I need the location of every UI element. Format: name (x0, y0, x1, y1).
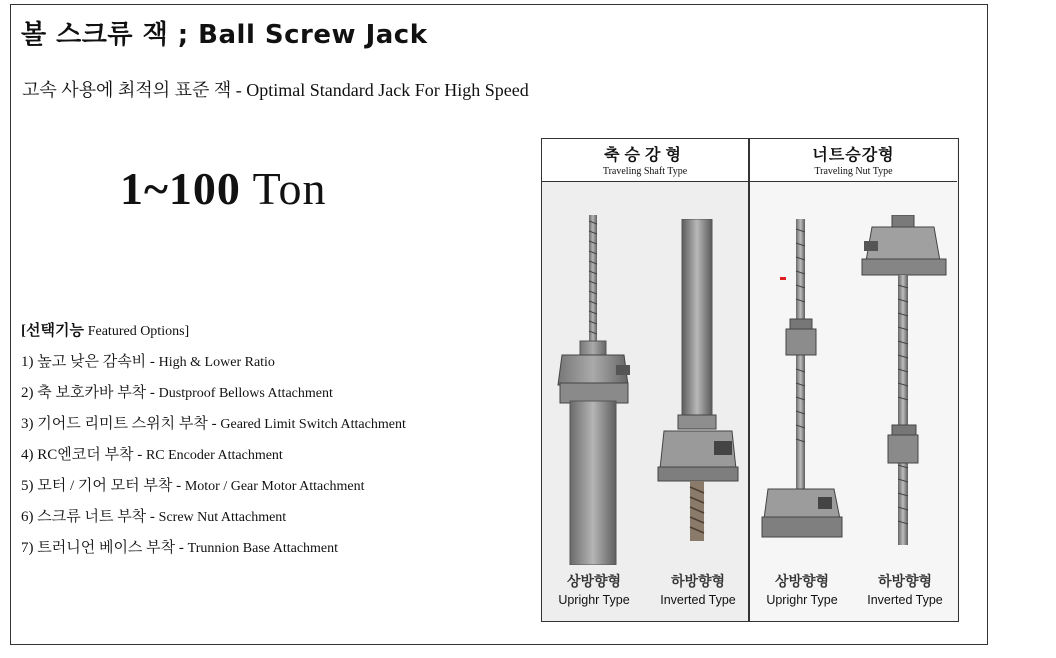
traveling-shaft-title-ko: 축승강형 (604, 145, 686, 164)
shaft-inverted-jack-image (656, 219, 740, 549)
options-heading-ko: [선택기능 (21, 323, 84, 339)
traveling-nut-title-en: Traveling Nut Type (814, 166, 893, 177)
traveling-nut-header (750, 139, 957, 182)
traveling-nut-column (750, 139, 957, 621)
nut-inverted-jack-image (860, 215, 948, 555)
traveling-shaft-column (542, 139, 750, 621)
traveling-shaft-title-en: Traveling Shaft Type (602, 166, 688, 177)
page-subtitle: 고속 사용에 최적의 표준 잭 - Optimal Standard Jack For High Speed (22, 80, 529, 100)
shaft-inverted-caption: 하방향형 Inverted Type (660, 574, 736, 607)
shaft-upright-caption: 상방향형 Uprighr Type (558, 574, 630, 607)
shaft-upright-jack-image (556, 215, 632, 565)
option-item: 7) 트러니언 베이스 부착 - Trunnion Base Attachment (21, 540, 339, 556)
capacity-unit: Ton (252, 163, 327, 214)
traveling-shaft-header (542, 139, 748, 182)
option-item: 3) 기어드 리미트 스위치 부착 - Geared Limit Switch Attachment (21, 416, 406, 432)
capacity-range: 1~100 (120, 163, 241, 214)
red-marker-dot (780, 277, 786, 280)
option-item: 1) 높고 낮은 감속비 - High & Lower Ratio (21, 354, 275, 370)
nut-inverted-caption: 하방향형 Inverted Type (867, 574, 943, 607)
page-title: 볼 스크류 잭 ; Ball Screw Jack (21, 20, 428, 50)
nut-upright-caption: 상방향형 Uprighr Type (766, 574, 838, 607)
nut-upright-jack-image (760, 219, 844, 559)
jack-types-panel (541, 138, 959, 622)
capacity-label (120, 162, 326, 215)
option-item: 6) 스크류 너트 부착 - Screw Nut Attachment (21, 509, 287, 525)
option-item: 2) 축 보호카바 부착 - Dustproof Bellows Attachment (21, 385, 333, 401)
traveling-nut-title-ko: 너트승강형 (812, 145, 895, 164)
options-heading-en: Featured Options] (87, 324, 190, 339)
option-item: 5) 모터 / 기어 모터 부착 - Motor / Gear Motor Attachment (21, 478, 365, 494)
option-item: 4) RC엔코더 부착 - RC Encoder Attachment (21, 447, 283, 463)
featured-options-list (21, 316, 406, 564)
options-heading (21, 316, 406, 347)
